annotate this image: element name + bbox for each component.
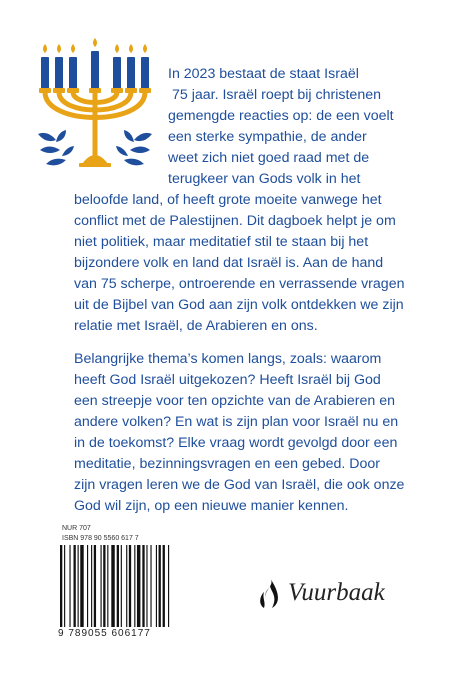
blurb-line: God wil zijn, op een nieuwe manier kennen. [74,498,349,514]
blurb-line: Belangrijke thema’s komen langs, zoals: waarom [74,351,382,367]
blurb-line: weet zich niet goed raad met de [168,150,370,166]
blurb-line: relatie met Israël, de Arabieren en ons. [74,318,318,334]
blurb-line: van 75 scherpe, ontroerende en verrassende vragen [74,276,405,292]
blurb-line: een sterke sympathie, de ander [168,129,367,145]
menorah-icon [30,38,160,178]
blurb-line: bijzondere volk en land dat Israël is. Aan de hand [74,255,384,271]
blurb-line: beloofde land, of heeft grote moeite vanwege het [74,192,382,208]
blurb-line: In 2023 bestaat de staat Israël [168,66,359,82]
blurb-line: 75 jaar. Israël roept bij christenen [172,87,381,103]
blurb-line: conflict met de Palestijnen. Dit dagboek helpt je om [74,213,396,229]
flame-logo-icon [258,578,280,608]
blurb-line: terugkeer van Gods volk in het [168,171,361,187]
blurb-line: andere volken? En wat is zijn plan voor Israël nu en [74,414,399,430]
blurb-line: een streepje voor ten opzichte van de Arabieren en [74,393,396,409]
barcode-image [60,545,198,627]
publisher-name: Vuurbaak [288,579,385,606]
blurb-line: in de toekomst? Elke vraag wordt gevolgd door een [74,435,398,451]
nur-code: NUR 707 [62,525,91,532]
isbn-text: ISBN 978 90 5560 617 7 [62,535,139,542]
blurb-line: niet politiek, maar meditatief stil te staan bij het [74,234,369,250]
blurb-line: meditatie, bezinningsvragen en een gebed. Door [74,456,381,472]
blurb-line: heeft God Israël uitgekozen? Heeft Israël bij God [74,372,381,388]
blurb-line: gemengde reacties op: de een voelt [168,108,394,124]
blurb-line: zijn vragen leren we de God van Israël, die ook onze [74,477,405,493]
blurb-line: uit de Bijbel van God aan zijn volk ontdekken we zijn [74,297,404,313]
ean-digits: 9 789055 606177 [58,628,151,639]
publisher-logo [258,578,385,608]
